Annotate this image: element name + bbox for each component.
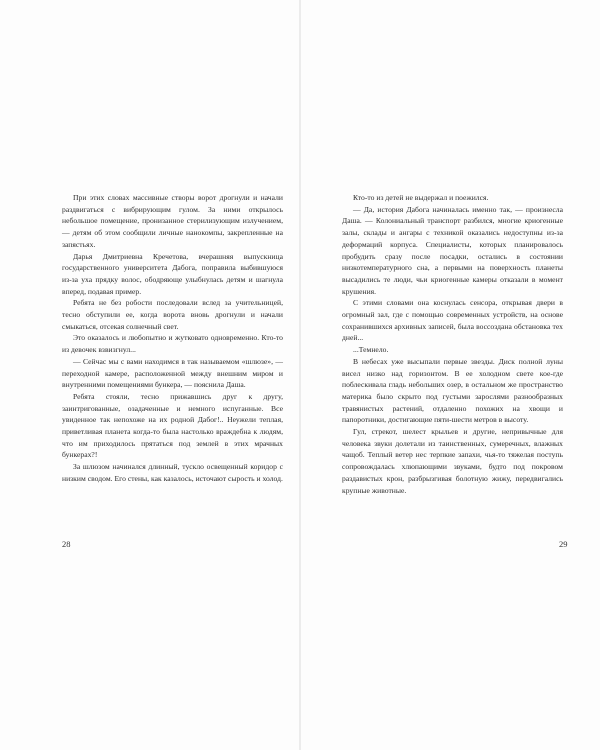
left-page xyxy=(0,0,299,750)
paragraph: Ребята стояли, тесно прижавшись друг к другу, заинтригованные, озадаченные и немного испуганные. Все увиденное так непохоже на их родной Дабог!.. Неужели теплая, приветливая планета когда-то была настолько враждебна к людям, что им приходилось прятаться под землей в этих мрачных бункерах?! xyxy=(62,391,283,460)
paragraph: ...Темнело. xyxy=(353,345,389,355)
page-number-right: 29 xyxy=(559,539,568,549)
paragraph: Это оказалось и любопытно и жутковато одновременно. Кто-то из девочек взвизгнул... xyxy=(62,333,283,355)
paragraph: Кто-то из детей не выдержал и поежился. xyxy=(353,193,489,202)
paragraph: Дарья Дмитриевна Кречетова, вчерашняя выпускница государственного университета Дабога, поправила выбившуюся из-за уха прядку волос, ободряюще улыбнулась детям и шагнула вперед, подавая пример. xyxy=(62,251,283,296)
paragraph: Ребята не без робости последовали вслед за учительницей, тесно обступили ее, когда ворота вновь дрогнули и начали смыкаться, отсекая солнечный свет. xyxy=(62,298,283,331)
page-number-left: 28 xyxy=(62,539,71,549)
right-page xyxy=(301,0,600,750)
paragraph: В небесах уже высыпали первые звезды. Диск полной луны висел низко над горизонтом. В ее холодном свете кое-где поблескивала гладь небольших озер, в остальном же пространство материка было скрыто под густыми зарослями разнообразных травянистых растений, отдаленно похожих на хвощи и папоротники, достигающие пяти-шести метров в высоту. xyxy=(342,356,563,425)
paragraph: За шлюзом начинался длинный, тускло освещенный коридор с низким сводом. Его стены, как казалось, источают сырость и холод. xyxy=(62,462,283,483)
right-page-text xyxy=(342,192,563,496)
left-page-text xyxy=(62,192,283,485)
paragraph: — Сейчас мы с вами находимся в так называемом «шлюзе», — переходной камере, расположенной между внешним миром и внутренними помещениями бункера, — пояснила Даша. xyxy=(62,356,283,390)
paragraph: При этих словах массивные створы ворот дрогнули и начали раздвигаться с вибрирующим гулом. За ними открылось небольшое помещение, пронизанное стерилизующим излучением, — детям об этом сообщили личные нанокомпы, закрепленные на запястьях. xyxy=(62,193,283,249)
paragraph: — Да, история Дабога начиналась именно так, — произнесла Даша. — Колониальный транспорт разбился, многие криогенные залы, склады и ангары с техникой оказались недоступны из-за деформаций корпуса. Специалисты, которых планировалось пробудить сразу после посадки, остались в состоянии низкотемпературного сна, а первыми на поверхность планеты высадились те люди, чьи криогенные камеры отказали в момент крушения. xyxy=(342,204,563,296)
paragraph: С этими словами она коснулась сенсора, открывая двери в огромный зал, где с помощью современных устройств, на основе сохранившихся архивных записей, была воссоздана обстановка тех дней... xyxy=(342,298,563,343)
paragraph: Гул, стрекот, шелест крыльев и другие, непривычные для человека звуки долетали из таинственных, сумеречных, влажных чащоб. Теплый ветер нес терпкие запахи, чья-то тяжелая поступь сопровождалась хлюпающими звуками, будто под покровом раздавистых крон, разбрызгивая болотную жижу, передвигались крупные животные. xyxy=(342,427,563,495)
